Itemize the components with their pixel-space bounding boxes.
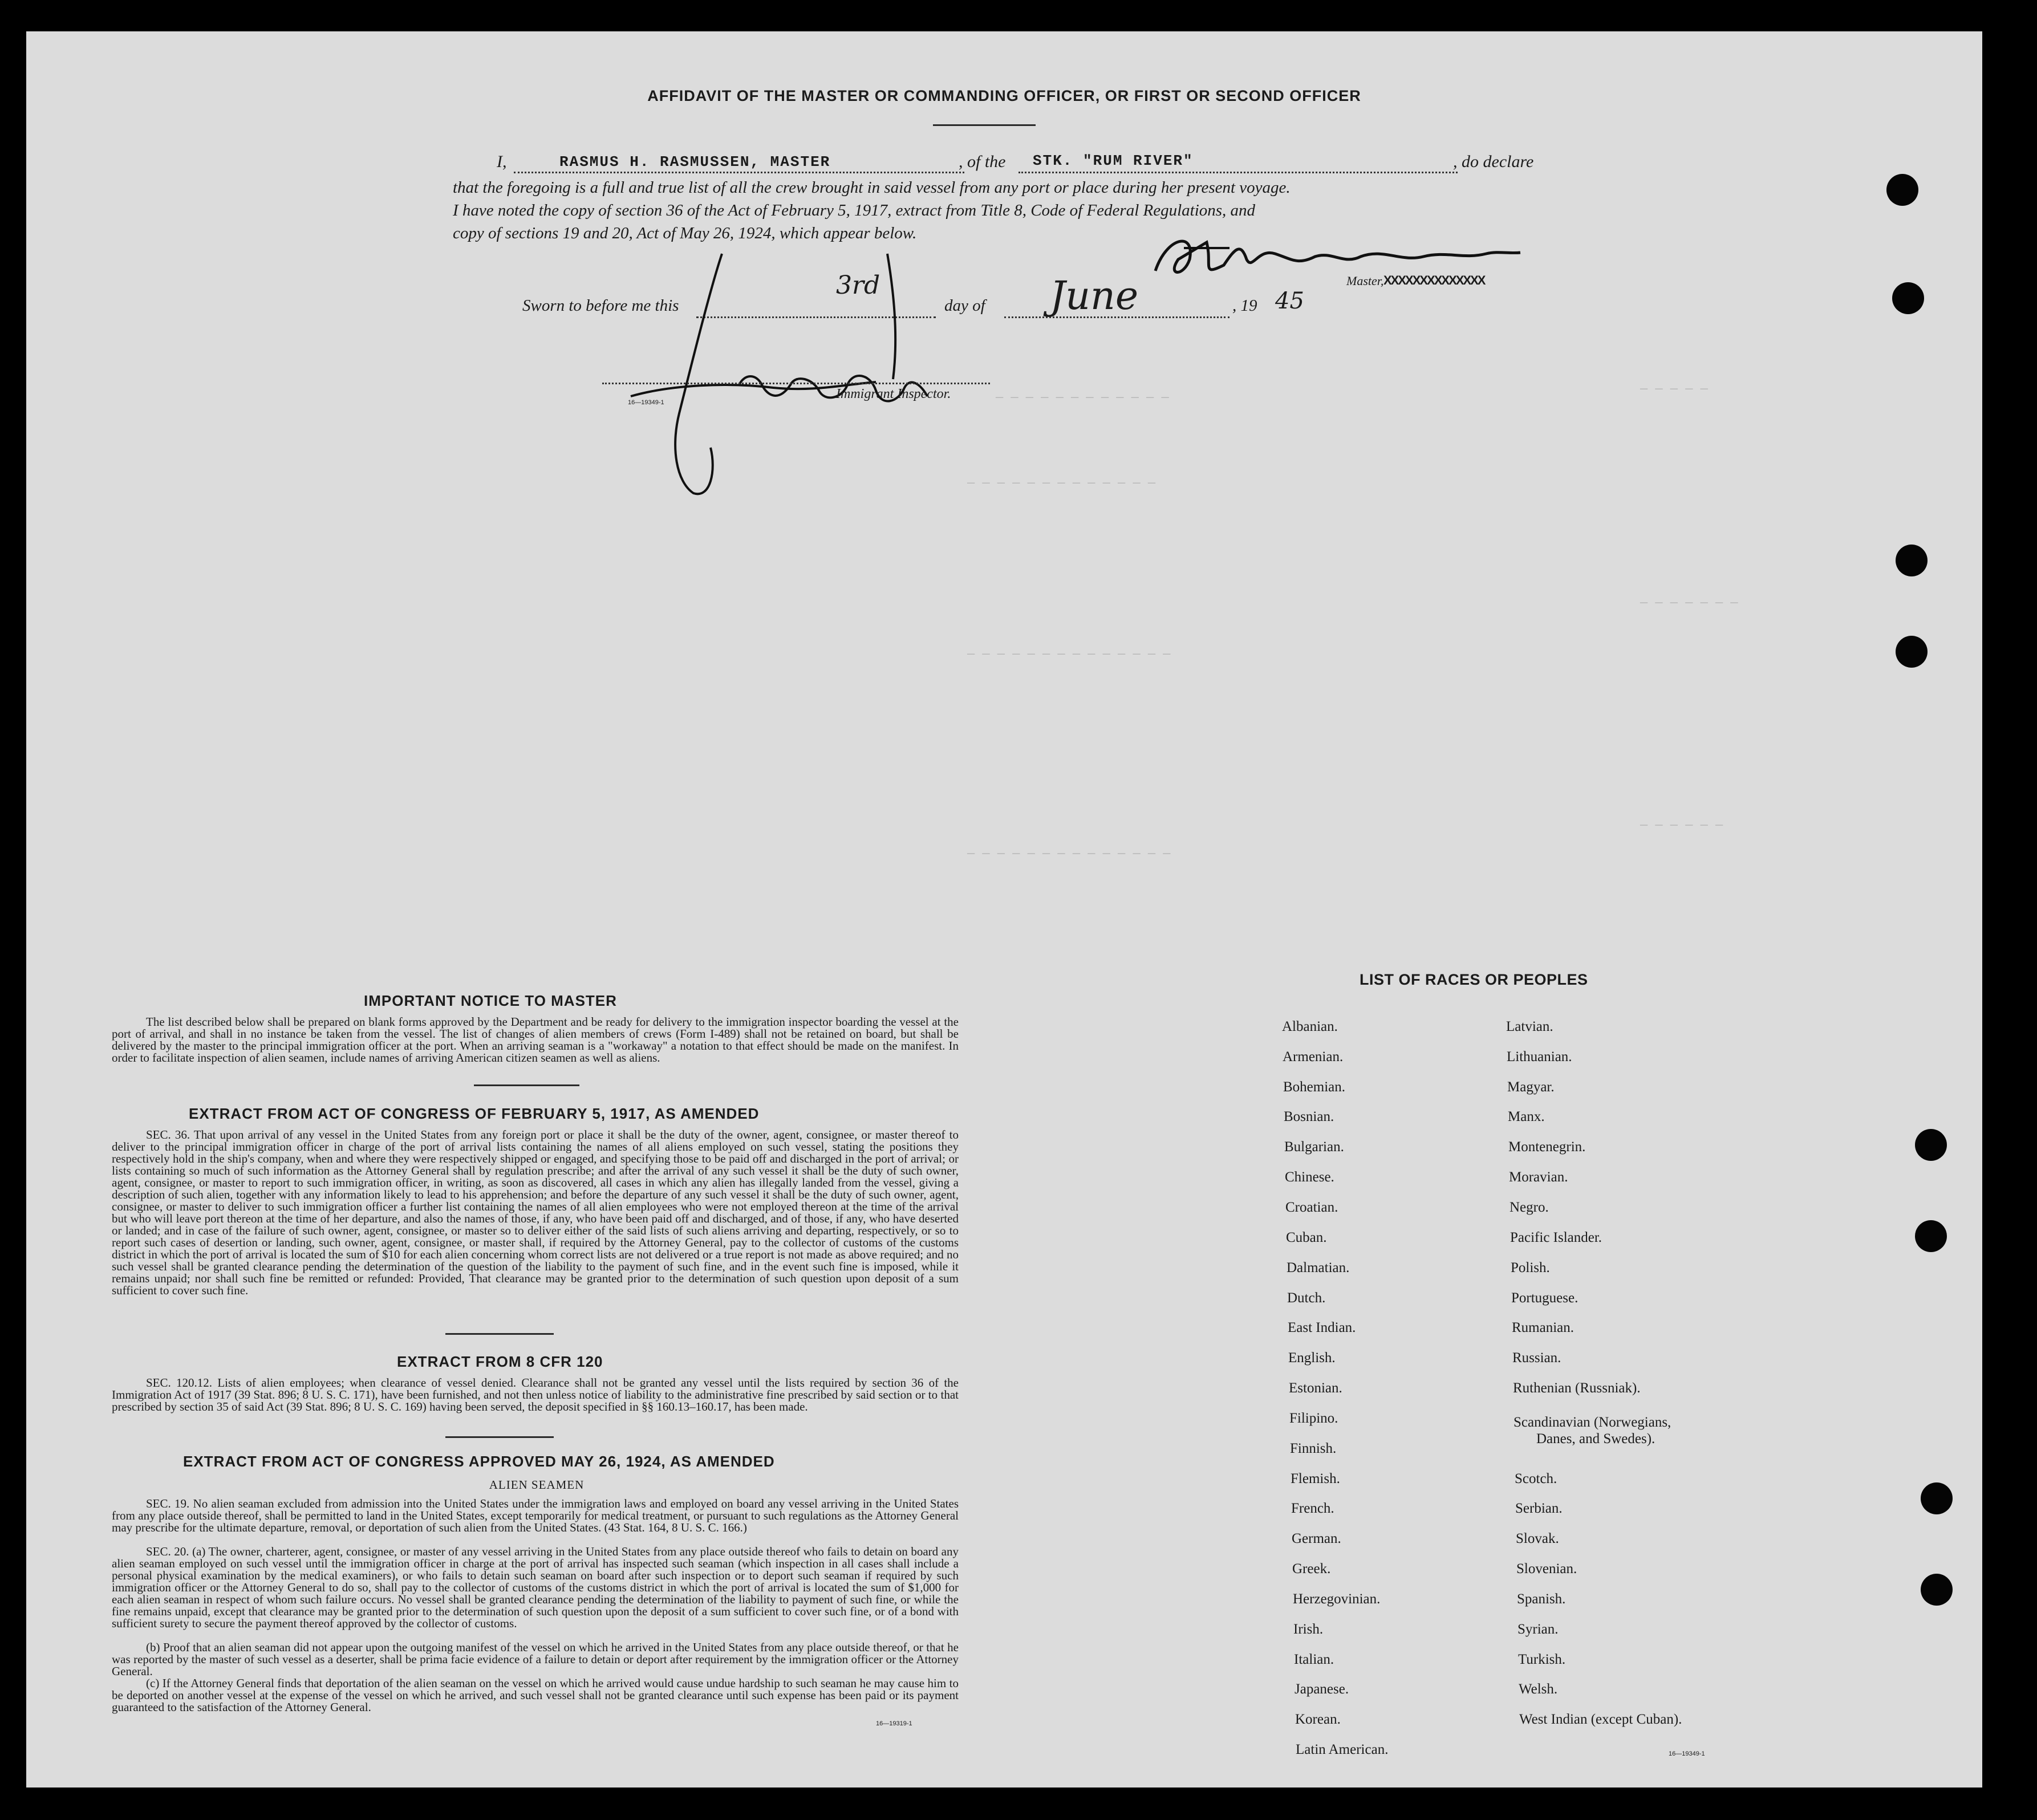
affidavit-title: AFFIDAVIT OF THE MASTER OR COMMANDING OFFICER, OR FIRST OR SECOND OFFICER bbox=[647, 87, 1361, 104]
race-item: Flemish. bbox=[1291, 1471, 1340, 1486]
race-item: Pacific Islander. bbox=[1510, 1230, 1602, 1245]
extract-1917-text: SEC. 36. That upon arrival of any vessel in the United States from any foreign port or place it shall be the duty of the owner, agent, consignee, or master thereof to deliver to the principal immigration officer in charge of the port of arrival lists containing the names of all aliens employed on such vessel, stating the positions they respectively hold in the ship's company, when and where they were respectively shipped or engaged, and specifying those to be paid off and discharged in the port of arrival; or lists containing so much of such information as the Attorney General shall by regulation prescribe; and after the arrival of any such vessel it shall be the duty of such owner, agent, consignee, or master to report to such immigration officer, in writing, as soon as discovered, all cases in which any alien has illegally landed from the vessel, giving a description of such alien, together with any information likely to lead to his apprehension; and before the departure of any such vessel it shall be the duty of such owner, agent, consignee, or master to deliver to such immigration officer a further list containing the names of all alien employees who were not employed thereon at the time of the arrival but who will leave port thereon at the time of her departure, and also the names of those, if any, who have been paid off and discharged, and of those, if any, who have deserted or landed; and in case of the failure of such owner, agent, consignee, or master so to deliver either of the said lists of such aliens arriving and departing, respectively, or so to report such cases of desertion or landing, such owner, agent, consignee, or master shall, if required by the Attorney General, pay to the collector of customs of the customs district in which the port of arrival is located the sum of $10 for each alien concerning whom correct lists are not delivered or a true report is not made as above required; and no such vessel shall be granted clearance pending the determination of the question of the liability to the payment of such fine, and in the event such fine is imposed, while it remains unpaid; nor shall such fine be remitted or refunded: Provided, That clearance may be granted prior to the determination of such question upon deposit of a sum sufficient to cover such fine. bbox=[112, 1128, 959, 1297]
punch-hole bbox=[1886, 174, 1918, 206]
race-item: Turkish. bbox=[1518, 1652, 1566, 1667]
race-item: East Indian. bbox=[1288, 1320, 1356, 1335]
inspector-label: Immigrant Inspector. bbox=[836, 387, 951, 401]
extract-1924-title: EXTRACT FROM ACT OF CONGRESS APPROVED MAY 26, 1924, AS AMENDED bbox=[183, 1453, 775, 1470]
race-item: Bohemian. bbox=[1283, 1079, 1346, 1095]
extract-1924-sec20b: (b) Proof that an alien seaman did not appear upon the outgoing manifest of the vessel on which he arrived in the United States from any place outside thereof, or that he was reported by the master of such vessel as a deserter, shall be prima facie evidence of a failure to detain or deport after requirement by the immigration officer or the Attorney General. bbox=[112, 1640, 959, 1678]
notice-divider bbox=[474, 1084, 579, 1086]
of-the-label: , of the bbox=[959, 152, 1006, 171]
extract-cfr-divider bbox=[445, 1436, 554, 1438]
race-item: Latvian. bbox=[1506, 1019, 1553, 1034]
notice-text: The list described below shall be prepared on blank forms approved by the Department and be ready for delivery to the immigration inspector boarding the vessel at the port of arrival, and shall in no instance be taken from the vessel. The list of changes of alien members of crews (Form I-489) shall not be retained on board, but shall be delivered by the master to the principal immigration officer at the port. When an arriving seaman is a "workaway" a notation to that effect should be made on the manifest. In order to facilitate inspection of alien seamen, include names of arriving American citizen seamen as well as aliens. bbox=[112, 1015, 959, 1065]
race-item: West Indian (except Cuban). bbox=[1519, 1712, 1682, 1727]
race-item: Chinese. bbox=[1285, 1169, 1334, 1185]
inspector-signature bbox=[625, 242, 1024, 505]
race-item: Cuban. bbox=[1286, 1230, 1327, 1245]
punch-hole bbox=[1915, 1220, 1947, 1252]
extract-1924-sec19: SEC. 19. No alien seaman excluded from admission into the United States under the immigration laws and employed on board any vessel arriving in the United States from any place outside thereof, shall be permitted to land in the United States, except temporarily for medical treatment, or pursuant to such regulations as the Attorney General may prescribe for the ultimate departure, removal, or deportation of such alien from the United States. (43 Stat. 164, 8 U. S. C. 166.) bbox=[112, 1497, 959, 1534]
month-handwritten: June bbox=[1050, 274, 1139, 319]
inspector-signature-line bbox=[602, 383, 990, 384]
vessel-name: STK. "RUM RIVER" bbox=[1033, 152, 1194, 169]
race-item: Polish. bbox=[1511, 1260, 1550, 1275]
bleed-through-text: — — — — — — bbox=[1640, 818, 1723, 832]
race-item: Portuguese. bbox=[1511, 1290, 1579, 1306]
race-item: Magyar. bbox=[1507, 1079, 1555, 1095]
race-item: Lithuanian. bbox=[1507, 1049, 1572, 1065]
bleed-through-text: — — — — — — — — — — — — — bbox=[967, 476, 1156, 490]
punch-hole bbox=[1892, 282, 1924, 314]
race-item: Armenian. bbox=[1283, 1049, 1344, 1065]
race-item: Serbian. bbox=[1515, 1501, 1563, 1516]
vessel-name-line bbox=[1018, 172, 1458, 173]
race-item: Herzegovinian. bbox=[1293, 1591, 1381, 1607]
race-item: Moravian. bbox=[1509, 1169, 1568, 1185]
punch-hole bbox=[1921, 1574, 1953, 1606]
sworn-day-handwritten: 3rd bbox=[836, 271, 880, 300]
title-divider bbox=[933, 124, 1036, 126]
bleed-through-text: — — — — — — — — — — — — — — bbox=[967, 647, 1171, 661]
race-item: Albanian. bbox=[1282, 1019, 1338, 1034]
bleed-through-text: — — — — — — — bbox=[1640, 596, 1738, 610]
race-item: Ruthenian (Russniak). bbox=[1513, 1380, 1641, 1396]
race-item: German. bbox=[1292, 1531, 1341, 1546]
race-item: Finnish. bbox=[1290, 1441, 1337, 1456]
extract-1917-title: EXTRACT FROM ACT OF CONGRESS OF FEBRUARY 5, 1917, AS AMENDED bbox=[189, 1105, 760, 1122]
race-item: French. bbox=[1291, 1501, 1334, 1516]
document-sheet bbox=[26, 31, 1982, 1788]
race-item: Scandinavian (Norwegians, bbox=[1513, 1415, 1671, 1430]
extract-1924-sec20c: (c) If the Attorney General finds that deportation of the alien seaman on the vessel on which he arrived would cause undue hardship to such seaman he may cause him to be deported on another vessel at the expense of the vessel on which he arrived, and such vessel shall not be granted clearance until such expense has been paid or its payment guaranteed to the satisfaction of the Attorney General. bbox=[112, 1676, 959, 1714]
race-item: Latin American. bbox=[1296, 1742, 1389, 1757]
race-item: Danes, and Swedes). bbox=[1536, 1431, 1655, 1447]
race-item: Estonian. bbox=[1289, 1380, 1342, 1396]
master-name-line bbox=[514, 172, 964, 173]
affidavit-line-4: copy of sections 19 and 20, Act of May 26, 1924, which appear below. bbox=[453, 224, 917, 242]
race-item: Bulgarian. bbox=[1284, 1139, 1344, 1155]
race-item: Rumanian. bbox=[1512, 1320, 1575, 1335]
race-item: Croatian. bbox=[1285, 1200, 1338, 1215]
race-item: Filipino. bbox=[1289, 1411, 1338, 1426]
alien-seamen-subtitle: ALIEN SEAMEN bbox=[489, 1478, 585, 1492]
race-item: Negro. bbox=[1510, 1200, 1549, 1215]
extract-1924-sec20a: SEC. 20. (a) The owner, charterer, agent, consignee, or master of any vessel arriving in the United States from any place outside thereof who fails to detain on board any alien seaman employed on such vessel until the immigration officer in charge at the port of arrival has inspected such seaman (which inspection in all cases shall include a personal physical examination by the medical examiners), or who fails to detain such seaman on board after such inspection or to deport such seaman if required by such immigration officer or the Attorney General to do so, shall pay to the collector of customs of the customs district in which the port of arrival is located the sum of $1,000 for each alien seaman in respect of whom such failure occurs. No vessel shall be granted clearance pending the determination of the liability to payment of such fine, or while the fine remains unpaid, except that clearance may be granted prior to the determination of such question upon the deposit of a sum sufficient to cover such fine, or of a bond with sufficient surety to secure the payment thereof approved by the collector of customs. bbox=[112, 1545, 959, 1630]
races-title: LIST OF RACES OR PEOPLES bbox=[1360, 971, 1588, 988]
extract-form-number: 16—19319-1 bbox=[876, 1720, 912, 1727]
punch-hole bbox=[1896, 636, 1928, 668]
extract-cfr-text: SEC. 120.12. Lists of alien employees; when clearance of vessel denied. Clearance shall not be granted any vessel until the lists required by section 36 of the Immigration Act of 1917 (39 Stat. 896; 8 U. S. C. 171), have been furnished, and not then unless notice of liability to the administrative fine prescribed by said section or to that prescribed by section 35 of said Act (39 Stat. 896; 8 U. S. C. 169) having been served, the deposit specified in §§ 160.13–160.17, has been made. bbox=[112, 1376, 959, 1413]
race-item: Syrian. bbox=[1517, 1622, 1559, 1637]
master-label-strikeout: XXXXXXXXXXXXXX bbox=[1383, 273, 1485, 287]
race-item: Spanish. bbox=[1517, 1591, 1566, 1607]
race-item: Russian. bbox=[1512, 1350, 1561, 1366]
bleed-through-text: — — — — — — — — — — — — bbox=[996, 391, 1169, 405]
race-item: Italian. bbox=[1294, 1652, 1334, 1667]
race-item: English. bbox=[1288, 1350, 1336, 1366]
races-form-number: 16—19349-1 bbox=[1669, 1750, 1705, 1757]
affidavit-line-2: that the foregoing is a full and true list of all the crew brought in said vessel from any port or place during her present voyage. bbox=[453, 178, 1291, 197]
affidavit-i-label: I, bbox=[497, 152, 507, 171]
race-item: Manx. bbox=[1508, 1109, 1545, 1124]
race-item: Greek. bbox=[1292, 1561, 1331, 1577]
race-item: Scotch. bbox=[1515, 1471, 1557, 1486]
day-of-label: day of bbox=[944, 296, 985, 315]
race-item: Dalmatian. bbox=[1287, 1260, 1350, 1275]
bleed-through-text: — — — — — — — — — — — — — — bbox=[967, 847, 1171, 861]
punch-hole bbox=[1921, 1482, 1953, 1514]
race-item: Slovak. bbox=[1516, 1531, 1559, 1546]
affidavit-line-3: I have noted the copy of section 36 of the Act of February 5, 1917, extract from Title 8, Code of Federal Regulations, and bbox=[453, 201, 1256, 220]
affidavit-form-number: 16—19349-1 bbox=[628, 399, 664, 406]
extract-1917-divider bbox=[445, 1333, 554, 1335]
race-item: Bosnian. bbox=[1284, 1109, 1334, 1124]
race-item: Korean. bbox=[1295, 1712, 1341, 1727]
punch-hole bbox=[1915, 1129, 1947, 1161]
sworn-label: Sworn to before me this bbox=[522, 296, 679, 315]
bleed-through-text: — — — — — bbox=[1640, 382, 1708, 396]
master-name: RASMUS H. RASMUSSEN, MASTER bbox=[559, 153, 831, 170]
race-item: Welsh. bbox=[1519, 1681, 1558, 1697]
notice-title: IMPORTANT NOTICE TO MASTER bbox=[364, 992, 617, 1009]
race-item: Montenegrin. bbox=[1508, 1139, 1586, 1155]
do-declare-label: , do declare bbox=[1453, 152, 1534, 171]
year-prefix: , 19 bbox=[1232, 296, 1257, 315]
race-item: Japanese. bbox=[1295, 1681, 1349, 1697]
race-item: Slovenian. bbox=[1516, 1561, 1577, 1577]
race-item: Dutch. bbox=[1287, 1290, 1326, 1306]
extract-cfr-title: EXTRACT FROM 8 CFR 120 bbox=[397, 1353, 603, 1370]
race-item: Irish. bbox=[1293, 1622, 1324, 1637]
master-label: Master, bbox=[1346, 274, 1384, 288]
year-handwritten: 45 bbox=[1275, 288, 1304, 314]
punch-hole bbox=[1896, 545, 1928, 576]
